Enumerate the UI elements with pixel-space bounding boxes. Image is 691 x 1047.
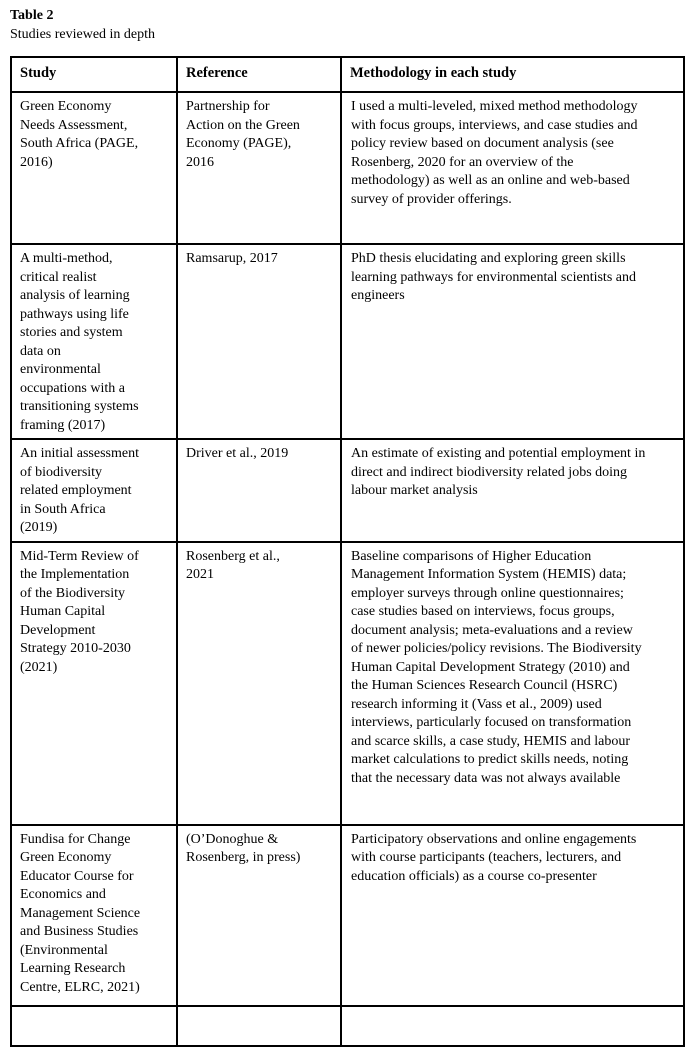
study-cell: Green Economy Needs Assessment, South Africa (PAGE, 2016) bbox=[11, 92, 177, 244]
table-label: Table 2 bbox=[10, 8, 54, 23]
table-row bbox=[11, 244, 684, 439]
methodology-cell: An estimate of existing and potential employment in direct and indirect biodiversity related jobs doing labour market analysis bbox=[341, 439, 684, 542]
table-header-row bbox=[11, 57, 684, 92]
column-header-methodology: Methodology in each study bbox=[341, 57, 684, 92]
reference-cell: Rosenberg et al., 2021 bbox=[177, 542, 341, 825]
reference-cell bbox=[177, 1006, 341, 1046]
column-header-reference: Reference bbox=[177, 57, 341, 92]
study-cell: Mid-Term Review of the Implementation of the Biodiversity Human Capital Development Strategy 2010-2030 (2021) bbox=[11, 542, 177, 825]
table-row bbox=[11, 439, 684, 542]
study-cell: Fundisa for Change Green Economy Educator Course for Economics and Management Science and Business Studies (Environmental Learning Research Centre, ELRC, 2021) bbox=[11, 825, 177, 1006]
methodology-cell bbox=[341, 1006, 684, 1046]
table-row bbox=[11, 825, 684, 1006]
table-row bbox=[11, 542, 684, 825]
table-caption: Studies reviewed in depth bbox=[10, 27, 156, 42]
reference-cell: Partnership for Action on the Green Economy (PAGE), 2016 bbox=[177, 92, 341, 244]
reference-cell: Driver et al., 2019 bbox=[177, 439, 341, 542]
study-cell bbox=[11, 1006, 177, 1046]
study-cell: An initial assessment of biodiversity related employment in South Africa (2019) bbox=[11, 439, 177, 542]
methodology-cell: I used a multi-leveled, mixed method methodology with focus groups, interviews, and case studies and policy review based on document analysis (see Rosenberg, 2020 for an overview of the methodology) as well as an online and web-based survey of provider offerings. bbox=[341, 92, 684, 244]
methodology-cell: Baseline comparisons of Higher Education Management Information System (HEMIS) data; employer surveys through online questionnaires; case studies based on interviews, focus groups, document analysis; meta-evaluations and a review of newer policies/policy revisions. The Biodiversity Human Capital Development Strategy (2010) and the Human Sciences Research Council (HSRC) research informing it (Vass et al., 2009) used interviews, particularly focused on transformation and scarce skills, a case study, HEMIS and labour market calculations to predict skills needs, noting that the necessary data was not always available bbox=[341, 542, 684, 825]
study-cell: A multi-method, critical realist analysis of learning pathways using life stories and system data on environmental occupations with a transitioning systems framing (2017) bbox=[11, 244, 177, 439]
methodology-cell: Participatory observations and online engagements with course participants (teachers, lecturers, and education officials) as a course co-presenter bbox=[341, 825, 684, 1006]
reference-cell: (O’Donoghue & Rosenberg, in press) bbox=[177, 825, 341, 1006]
column-header-study: Study bbox=[11, 57, 177, 92]
methodology-cell: PhD thesis elucidating and exploring green skills learning pathways for environmental scientists and engineers bbox=[341, 244, 684, 439]
reference-cell: Ramsarup, 2017 bbox=[177, 244, 341, 439]
studies-table bbox=[10, 56, 685, 1047]
table-row bbox=[11, 92, 684, 244]
partial-next-row bbox=[11, 1006, 684, 1046]
